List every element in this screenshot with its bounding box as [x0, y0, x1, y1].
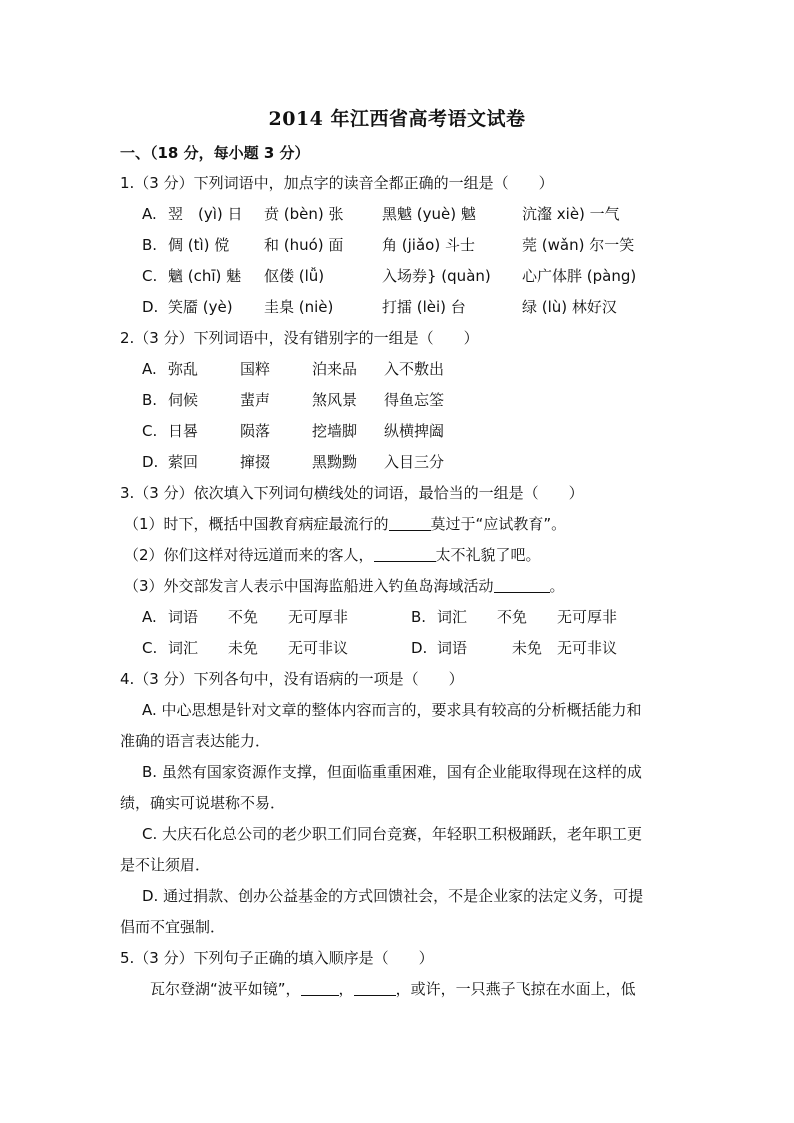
q1-option-a: A. 翌 (yì) 日 贲 (bèn) 张 黑魆 (yuè) 魆 沆瀣 xiè) 一气	[142, 205, 620, 223]
q4-option-a-line-1: A. 中心思想是针对文章的整体内容而言的，要求具有较高的分析概括能力和	[142, 701, 642, 719]
q2-option-c: C. 日晷 陨落 挖墙脚 纵横捭阖	[142, 422, 445, 440]
q3-option-c: C. 词汇 未免 无可非议	[142, 639, 349, 657]
q2-option-d: D. 萦回 撺掇 黑黝黝 入目三分	[142, 453, 445, 471]
answer-blank[interactable]	[301, 977, 339, 996]
question-5-stem: 5.（3 分）下列句子正确的填入顺序是（ ）	[120, 949, 434, 967]
q4-option-b-line-1: B. 虽然有国家资源作支撑，但面临重重困难，国有企业能取得现在这样的成	[142, 763, 642, 781]
section-heading: 一、（18 分，每小题 3 分）	[120, 144, 310, 162]
q2-option-a: A. 弥乱 国粹 泊来品 入不敷出	[142, 360, 445, 378]
q4-option-d-line-2: 倡而不宜强制．	[120, 918, 226, 936]
q5-passage-line-1: 瓦尔登湖“波平如镜”， ， ，或许，一只燕子飞掠在水面上，低	[120, 974, 680, 1005]
q3-option-a: A. 词语 不免 无可厚非	[142, 608, 349, 626]
q3-options-row-2	[120, 633, 680, 664]
question-1-stem: 1.（3 分）下列词语中，加点字的读音全都正确的一组是（ ）	[120, 174, 554, 192]
q3-options-row-1	[120, 602, 680, 633]
q4-option-c-line-2: 是不让须眉．	[120, 856, 211, 874]
answer-blank[interactable]	[354, 977, 396, 996]
q4-option-d-line-1: D. 通过捐款、创办公益基金的方式回馈社会，不是企业家的法定义务，可提	[142, 887, 644, 905]
answer-blank[interactable]	[494, 574, 550, 593]
q1-option-d: D. 笑靥 (yè) 圭臬 (niè) 打擂 (lèi) 台 绿 (lù) 林好汉	[142, 298, 617, 316]
q2-option-b: B. 伺候 蜚声 煞风景 得鱼忘筌	[142, 391, 445, 409]
q4-option-a-line-2: 准确的语言表达能力．	[120, 732, 271, 750]
q4-option-c-line-1: C. 大庆石化总公司的老少职工们同台竞赛，年轻职工积极踊跃，老年职工更	[142, 825, 643, 843]
q1-option-b: B. 倜 (tì) 傥 和 (huó) 面 角 (jiǎo) 斗士 莞 (wǎn) 尔一笑	[142, 236, 635, 254]
q3-option-d: D. 词语 未免 无可非议	[411, 639, 618, 657]
question-4-stem: 4.（3 分）下列各句中，没有语病的一项是（ ）	[120, 670, 464, 688]
q3-sentence-1: （1）时下，概括中国教育病症最流行的 莫过于“应试教育”。	[120, 509, 680, 540]
q3-sentence-2: （2）你们这样对待远道而来的客人， 太不礼貌了吧。	[120, 540, 680, 571]
q1-option-c: C. 魑 (chī) 魅 伛偻 (lǚ) 入场券} (quàn) 心广体胖 (pàng)	[142, 267, 637, 285]
questions	[120, 168, 680, 1005]
q3-option-b: B. 词汇 不免 无可厚非	[411, 608, 618, 626]
page-title: 2014 年江西省高考语文试卷	[268, 108, 526, 130]
q4-option-b-line-2: 绩，确实可说堪称不易．	[120, 794, 286, 812]
answer-blank[interactable]	[389, 512, 431, 531]
question-2-stem: 2.（3 分）下列词语中，没有错别字的一组是（ ）	[120, 329, 479, 347]
answer-blank[interactable]	[374, 543, 436, 562]
q3-sentence-3: （3）外交部发言人表示中国海监船进入钓鱼岛海域活动 。	[120, 571, 680, 602]
question-3-stem: 3.（3 分）依次填入下列词句横线处的词语，最恰当的一组是（ ）	[120, 484, 584, 502]
